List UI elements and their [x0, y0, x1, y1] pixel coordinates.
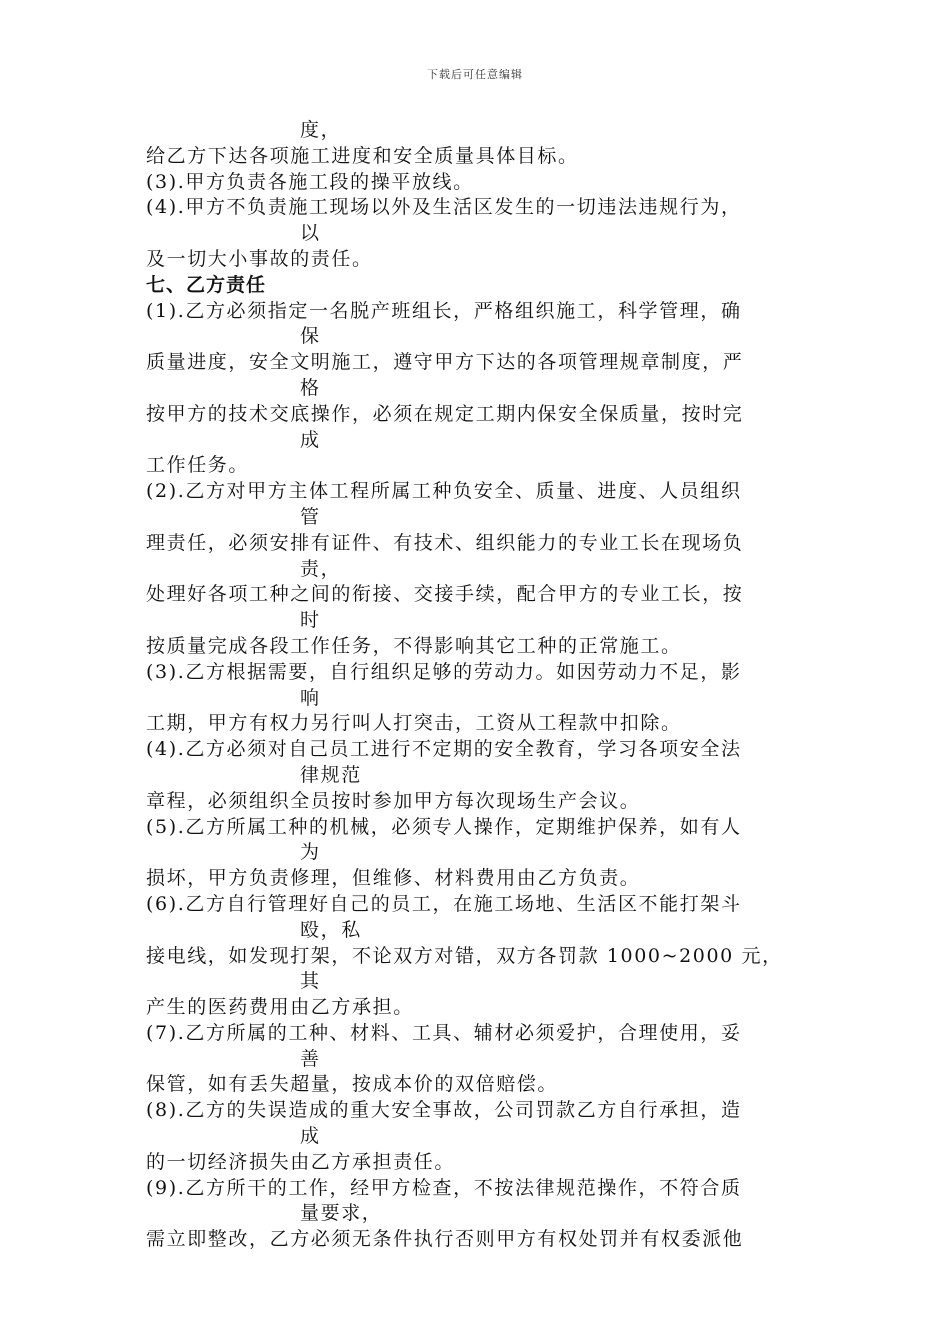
text-line: 按甲方的技术交底操作，必须在规定工期内保安全保质量，按时完 [146, 402, 744, 425]
text-line: 工作任务。 [146, 454, 250, 477]
text-line-continuation: 格 [300, 376, 321, 399]
text-line-continuation: 成 [300, 1125, 321, 1148]
text-line-continuation: 量要求， [300, 1202, 383, 1225]
text-line: 及一切大小事故的责任。 [146, 247, 373, 270]
text-line: 保管，如有丢失超量，按成本价的双倍赔偿。 [146, 1073, 559, 1096]
text-line: 需立即整改，乙方必须无条件执行否则甲方有权处罚并有权委派他 [146, 1228, 744, 1251]
text-line: (4).甲方不负责施工现场以外及生活区发生的一切违法违规行为， [146, 196, 742, 219]
text-line: 质量进度，安全文明施工，遵守甲方下达的各项管理规章制度，严 [146, 351, 744, 374]
text-line: 工期，甲方有权力另行叫人打突击，工资从工程款中扣除。 [146, 712, 682, 735]
text-line: (8).乙方的失误造成的重大安全事故，公司罚款乙方自行承担，造 [146, 1099, 742, 1122]
text-line-continuation: 善 [300, 1047, 321, 1070]
text-line: (3).乙方根据需要，自行组织足够的劳动力。如因劳动力不足，影 [146, 660, 742, 683]
text-line: 理责任，必须安排有证件、有技术、组织能力的专业工长在现场负 [146, 531, 744, 554]
text-line-continuation: 时 [300, 609, 321, 632]
text-line: 章程，必须组织全员按时参加甲方每次现场生产会议。 [146, 789, 641, 812]
text-line: (7).乙方所属的工种、材料、工具、辅材必须爱护，合理使用，妥 [146, 1021, 742, 1044]
text-line-continuation: 以 [300, 222, 321, 245]
text-line: 损坏，甲方负责修理，但维修、材料费用由乙方负责。 [146, 867, 641, 890]
text-line-continuation: 其 [300, 970, 321, 993]
text-line: (5).乙方所属工种的机械，必须专人操作，定期维护保养，如有人 [146, 815, 742, 838]
text-line: (9).乙方所干的工作，经甲方检查，不按法律规范操作，不符合质 [146, 1176, 742, 1199]
text-line: (2).乙方对甲方主体工程所属工种负安全、质量、进度、人员组织 [146, 480, 742, 503]
text-line: (3).甲方负责各施工段的操平放线。 [146, 170, 474, 193]
text-line: 产生的医药费用由乙方承担。 [146, 996, 414, 1019]
text-line-continuation: 律规范 [300, 763, 362, 786]
text-line-continuation: 保 [300, 325, 321, 348]
text-line: (6).乙方自行管理好自己的员工，在施工场地、生活区不能打架斗 [146, 892, 742, 915]
section-heading: 七、乙方责任 [146, 273, 267, 296]
text-line: 接电线，如发现打架，不论双方对错，双方各罚款 1000~2000 元， [146, 944, 783, 967]
document-body [146, 118, 816, 1253]
text-line: 按质量完成各段工作任务，不得影响其它工种的正常施工。 [146, 634, 682, 657]
text-line-continuation: 为 [300, 841, 321, 864]
text-line: 处理好各项工种之间的衔接、交接手续，配合甲方的专业工长，按 [146, 583, 744, 606]
text-line: (4).乙方必须对自己员工进行不定期的安全教育，学习各项安全法 [146, 738, 742, 761]
text-line-continuation: 度， [300, 119, 342, 141]
text-line-continuation: 责， [300, 557, 342, 580]
text-line: 的一切经济损失由乙方承担责任。 [146, 1150, 456, 1173]
text-line-continuation: 响 [300, 686, 321, 709]
text-line: (1).乙方必须指定一名脱产班组长，严格组织施工，科学管理，确 [146, 299, 742, 322]
text-line-continuation: 管 [300, 505, 321, 528]
text-line-continuation: 成 [300, 428, 321, 451]
text-line: 给乙方下达各项施工进度和安全质量具体目标。 [146, 144, 579, 167]
text-line-continuation: 殴，私 [300, 918, 362, 941]
page-header: 下载后可任意编辑 [427, 68, 523, 81]
